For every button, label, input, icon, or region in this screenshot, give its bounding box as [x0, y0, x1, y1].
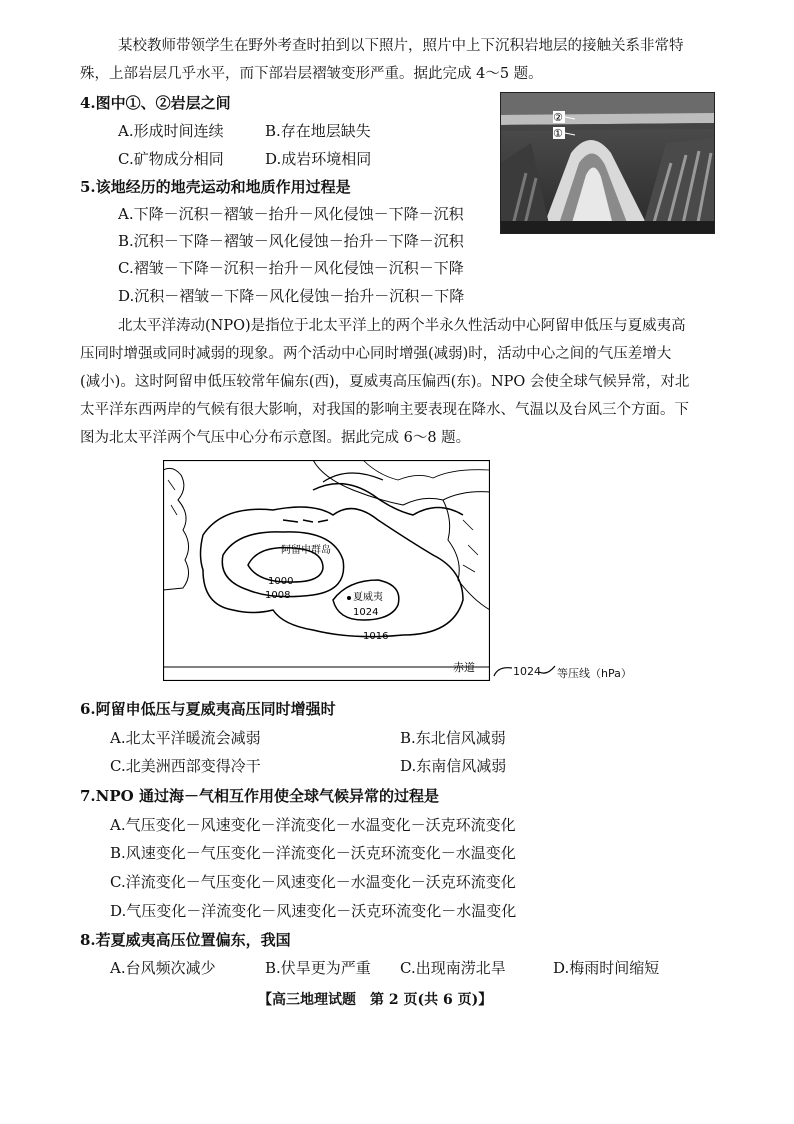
intro-6-8-line3: (减小)。这时阿留申低压较常年偏东(西)，夏威夷高压偏西(东)。NPO 会使全球气候异常，对北: [80, 374, 690, 390]
question-5-option-a: A.下降－沉积－褶皱－抬升－风化侵蚀－下降－沉积: [118, 205, 464, 223]
intro-6-8-line5: 图为北太平洋两个气压中心分布示意图。据此完成 6～8 题。: [80, 430, 471, 446]
intro-6-8-line2: 压同时增强或同时减弱的现象。两个活动中心同时增强(减弱)时，活动中心之间的气压差增大: [80, 346, 672, 362]
question-4-option-d: D.成岩环境相同: [265, 150, 372, 168]
intro-6-8-line4: 太平洋东西两岸的气候有很大影响，对我国的影响主要表现在降水、气温以及台风三个方面。下: [80, 402, 689, 418]
north-pacific-pressure-map: [163, 460, 490, 681]
question-8-stem: 8.若夏威夷高压位置偏东，我国: [80, 931, 291, 949]
rock-strata-photo: [500, 92, 715, 234]
legend-isobar-value: 1024: [513, 665, 541, 678]
rock-strata-illustration: [501, 93, 714, 233]
question-4-option-c: C.矿物成分相同: [118, 150, 224, 168]
legend-isobar-text: 等压线（hPa）: [557, 667, 632, 680]
legend-isobar-line-right: [537, 662, 559, 678]
isobar-map-svg: [163, 460, 490, 681]
map-label-aleutian: 阿留申群岛: [281, 545, 331, 556]
question-8-option-b: B.伏旱更为严重: [265, 959, 371, 977]
question-7-option-b: B.风速变化－气压变化－洋流变化－沃克环流变化－水温变化: [110, 844, 516, 862]
map-isobar-1008: 1008: [265, 590, 291, 601]
photo-label-2: ②: [553, 111, 563, 124]
question-5-option-c: C.褶皱－下降－沉积－抬升－风化侵蚀－沉积－下降: [118, 259, 464, 277]
question-6-stem: 6.阿留申低压与夏威夷高压同时增强时: [80, 700, 336, 718]
question-8-option-c: C.出现南涝北旱: [400, 959, 506, 977]
intro-6-8-line1: 北太平洋涛动(NPO)是指位于北太平洋上的两个半永久性活动中心阿留申低压与夏威夷高: [118, 318, 686, 334]
intro-4-5-line1: 某校教师带领学生在野外考查时拍到以下照片，照片中上下沉积岩地层的接触关系非常特: [118, 38, 684, 54]
question-6-option-c: C.北美洲西部变得冷干: [110, 757, 261, 775]
question-8-option-d: D.梅雨时间缩短: [553, 959, 660, 977]
question-8-option-a: A.台风频次减少: [110, 959, 216, 977]
question-5-option-b: B.沉积－下降－褶皱－风化侵蚀－抬升－下降－沉积: [118, 232, 464, 250]
question-7-option-a: A.气压变化－风速变化－洋流变化－水温变化－沃克环流变化: [110, 816, 516, 834]
map-equator-label: 赤道: [453, 661, 475, 674]
question-4-option-b: B.存在地层缺失: [265, 122, 371, 140]
question-5-stem: 5.该地经历的地壳运动和地质作用过程是: [80, 178, 351, 196]
question-7-stem: 7.NPO 通过海－气相互作用使全球气候异常的过程是: [80, 787, 439, 805]
page-footer: 【高三地理试题 第 2 页(共 6 页)】: [258, 992, 493, 1008]
question-7-option-c: C.洋流变化－气压变化－风速变化－水温变化－沃克环流变化: [110, 873, 516, 891]
question-4-stem: 4.图中①、②岩层之间: [80, 94, 231, 112]
question-4-option-a: A.形成时间连续: [118, 122, 224, 140]
map-isobar-1016: 1016: [363, 631, 389, 642]
photo-label-1: ①: [553, 127, 563, 140]
map-label-hawaii: 夏威夷: [353, 592, 383, 603]
question-7-option-d: D.气压变化－洋流变化－风速变化－沃克环流变化－水温变化: [110, 902, 517, 920]
question-6-option-b: B.东北信风减弱: [400, 729, 506, 747]
question-5-option-d: D.沉积－褶皱－下降－风化侵蚀－抬升－沉积－下降: [118, 287, 465, 305]
map-isobar-1000: 1000: [268, 576, 294, 587]
map-isobar-1024: 1024: [353, 607, 379, 618]
question-6-option-d: D.东南信风减弱: [400, 757, 507, 775]
intro-4-5-line2: 殊，上部岩层几乎水平，而下部岩层褶皱变形严重。据此完成 4～5 题。: [80, 66, 543, 82]
question-6-option-a: A.北太平洋暖流会减弱: [110, 729, 261, 747]
